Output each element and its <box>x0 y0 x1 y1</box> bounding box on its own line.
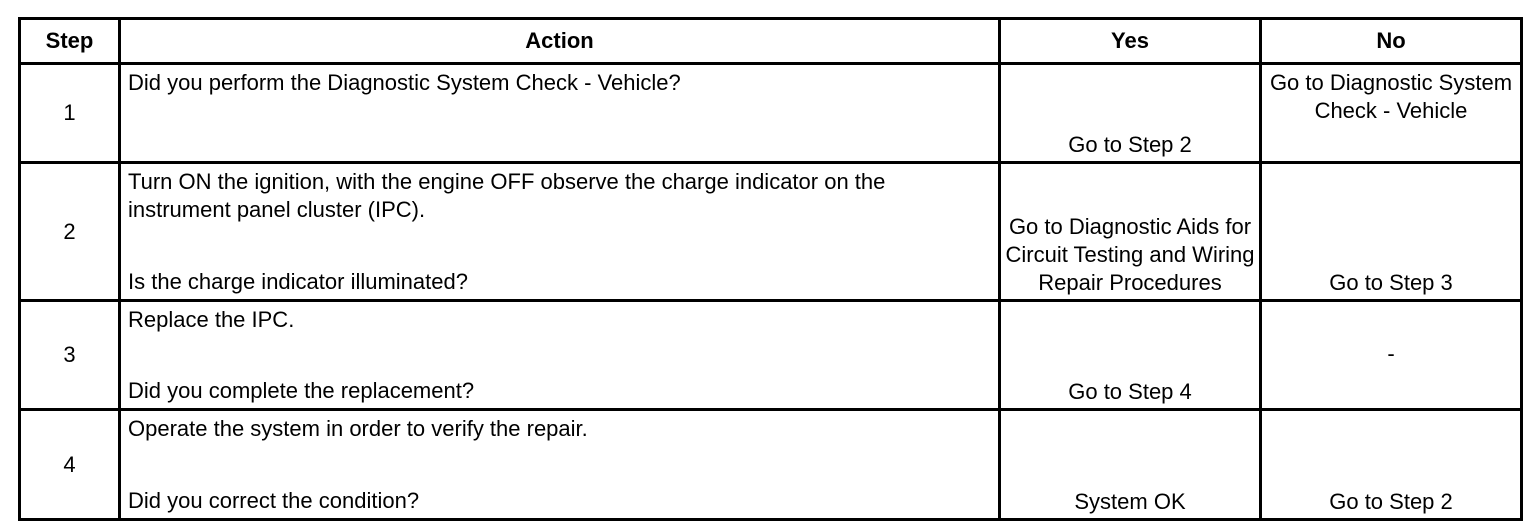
diagnostic-table <box>18 17 1523 521</box>
header-yes: Yes <box>1000 19 1261 64</box>
table-row <box>20 163 1522 301</box>
header-step: Step <box>20 19 120 64</box>
action-question-text: Did you complete the replacement? <box>128 378 475 403</box>
action-cell <box>120 64 1000 163</box>
no-cell: Go to Step 2 <box>1261 410 1522 520</box>
table-row <box>20 410 1522 520</box>
action-main-text: Did you perform the Diagnostic System Check - Vehicle? <box>128 70 681 95</box>
action-cell <box>120 301 1000 410</box>
action-cell <box>120 410 1000 520</box>
no-cell: - <box>1261 301 1522 410</box>
step-number: 1 <box>20 64 120 163</box>
table-row <box>20 301 1522 410</box>
header-no: No <box>1261 19 1522 64</box>
step-number: 2 <box>20 163 120 301</box>
action-main-text: Replace the IPC. <box>128 307 295 332</box>
action-question-text: Did you correct the condition? <box>128 488 420 513</box>
action-question-text: Is the charge indicator illuminated? <box>128 269 468 294</box>
action-main-text: Operate the system in order to verify the repair. <box>128 416 588 441</box>
yes-cell: Go to Diagnostic Aids for Circuit Testing and Wiring Repair Procedures <box>1000 163 1261 301</box>
action-main-text: Turn ON the ignition, with the engine OFF observe the charge indicator on the instrument panel cluster (IPC). <box>128 169 886 222</box>
table-header-row <box>20 19 1522 64</box>
step-number: 3 <box>20 301 120 410</box>
yes-cell: System OK <box>1000 410 1261 520</box>
no-cell: Go to Step 3 <box>1261 163 1522 301</box>
table-row <box>20 64 1522 163</box>
no-cell: Go to Diagnostic System Check - Vehicle <box>1261 64 1522 163</box>
step-number: 4 <box>20 410 120 520</box>
header-action: Action <box>120 19 1000 64</box>
yes-cell: Go to Step 4 <box>1000 301 1261 410</box>
action-cell <box>120 163 1000 301</box>
yes-cell: Go to Step 2 <box>1000 64 1261 163</box>
